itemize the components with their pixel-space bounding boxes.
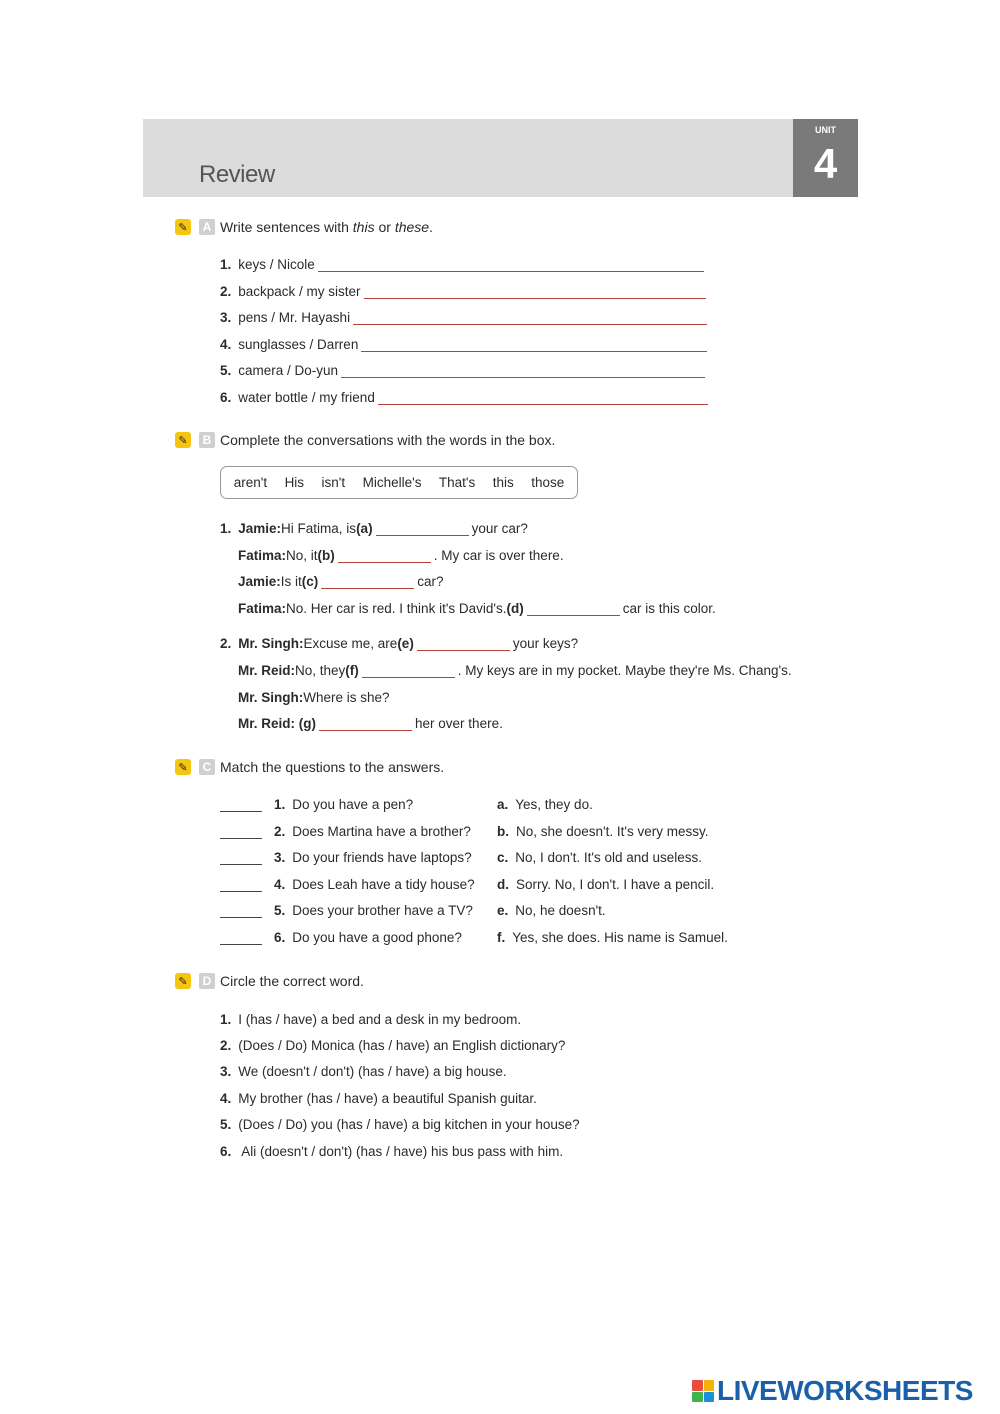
answer-blank[interactable] [318, 259, 704, 272]
word-box [220, 466, 578, 499]
section-a-heading [175, 217, 433, 237]
list-item: 2. backpack / my sister [220, 284, 709, 299]
list-item: 3. pens / Mr. Hayashi [220, 310, 710, 325]
gap-blank[interactable] [417, 638, 510, 651]
match-question: 4. Does Leah have a tidy house? [220, 877, 475, 892]
section-c-heading [175, 757, 444, 777]
match-blank[interactable] [220, 905, 262, 918]
section-b-letter: B [199, 432, 215, 448]
match-answer: b. No, she doesn't. It's very messy. [497, 824, 709, 839]
match-question: 5. Does your brother have a TV? [220, 903, 473, 918]
match-blank[interactable] [220, 879, 262, 892]
logo-icon [692, 1380, 714, 1402]
match-question: 3. Do your friends have laptops? [220, 850, 472, 865]
circle-word-item[interactable]: 5. (Does / Do) you (has / have) a big kitchen in your house? [220, 1117, 580, 1132]
section-d-heading [175, 971, 364, 991]
unit-number: 4 [813, 140, 838, 187]
list-item: 4. sunglasses / Darren [220, 337, 710, 352]
unit-badge [793, 119, 858, 197]
answer-blank[interactable] [361, 339, 707, 352]
dialogue-line: Mr. Reid: (g) her over there. [238, 716, 503, 731]
match-blank[interactable] [220, 826, 262, 839]
match-question: 1. Do you have a pen? [220, 797, 413, 812]
gap-blank[interactable] [376, 523, 469, 536]
section-b-heading [175, 430, 555, 450]
pencil-icon: ✎ [175, 432, 191, 448]
match-blank[interactable] [220, 852, 262, 865]
gap-blank[interactable] [321, 576, 414, 589]
dialogue-line: Fatima: No. Her car is red. I think it's David's. (d) car is this color. [238, 601, 716, 616]
match-answer: e. No, he doesn't. [497, 903, 606, 918]
section-c-letter: C [199, 759, 215, 775]
gap-blank[interactable] [338, 550, 431, 563]
unit-label: UNIT [815, 125, 836, 135]
answer-blank[interactable] [353, 312, 707, 325]
gap-blank[interactable] [362, 665, 455, 678]
header-bar [143, 119, 793, 197]
section-a-instruction: Write sentences with this or these. [220, 219, 433, 235]
word-box-word: isn't [321, 475, 346, 490]
word-box-word: His [284, 475, 305, 490]
section-b-instruction: Complete the conversations with the words in the box. [220, 432, 556, 448]
pencil-icon: ✎ [175, 219, 191, 235]
match-answer: f. Yes, she does. His name is Samuel. [497, 930, 728, 945]
match-blank[interactable] [220, 932, 262, 945]
answer-blank[interactable] [364, 286, 706, 299]
match-answer: a. Yes, they do. [497, 797, 593, 812]
logo-text: LIVEWORKSHEETS [717, 1375, 973, 1406]
list-item: 1. keys / Nicole [220, 257, 707, 272]
section-d-letter: D [199, 973, 215, 989]
liveworksheets-logo [692, 1375, 973, 1407]
gap-blank[interactable] [319, 718, 412, 731]
word-box-word: Michelle's [362, 475, 422, 490]
dialogue-line: Mr. Reid: No, they (f) . My keys are in my pocket. Maybe they're Ms. Chang's. [238, 663, 792, 678]
dialogue-line: Jamie: Is it (c) car? [238, 574, 444, 589]
match-answer: c. No, I don't. It's old and useless. [497, 850, 703, 865]
match-answer: d. Sorry. No, I don't. I have a pencil. [497, 877, 715, 892]
answer-blank[interactable] [341, 365, 705, 378]
section-d-instruction: Circle the correct word. [220, 973, 364, 989]
dialogue-line: Fatima: No, it (b) . My car is over there. [238, 548, 564, 563]
dialogue-line: 2. Mr. Singh: Excuse me, are (e) your keys? [220, 636, 579, 651]
match-question: 6. Do you have a good phone? [220, 930, 462, 945]
gap-blank[interactable] [527, 603, 620, 616]
list-item: 6. water bottle / my friend [220, 390, 711, 405]
list-item: 5. camera / Do-yun [220, 363, 708, 378]
word-box-word: those [531, 475, 565, 490]
word-box-word: That's [438, 475, 476, 490]
circle-word-item[interactable]: 2. (Does / Do) Monica (has / have) an English dictionary? [220, 1038, 566, 1053]
answer-blank[interactable] [378, 392, 708, 405]
dialogue-line: 1. Jamie: Hi Fatima, is (a) your car? [220, 521, 528, 536]
match-question: 2. Does Martina have a brother? [220, 824, 471, 839]
circle-word-item[interactable]: 3. We (doesn't / don't) (has / have) a big house. [220, 1064, 507, 1079]
word-box-word: aren't [233, 475, 268, 490]
section-c-instruction: Match the questions to the answers. [220, 759, 445, 775]
dialogue-line: Mr. Singh: Where is she? [238, 690, 390, 705]
match-blank[interactable] [220, 799, 262, 812]
pencil-icon: ✎ [175, 973, 191, 989]
section-a-letter: A [199, 219, 215, 235]
circle-word-item[interactable]: 1. I (has / have) a bed and a desk in my bedroom. [220, 1012, 522, 1027]
word-box-word: this [492, 475, 514, 490]
circle-word-item[interactable]: 6. Ali (doesn't / don't) (has / have) his bus pass with him. [220, 1144, 564, 1159]
pencil-icon: ✎ [175, 759, 191, 775]
page-title: Review [199, 161, 275, 188]
circle-word-item[interactable]: 4. My brother (has / have) a beautiful Spanish guitar. [220, 1091, 537, 1106]
